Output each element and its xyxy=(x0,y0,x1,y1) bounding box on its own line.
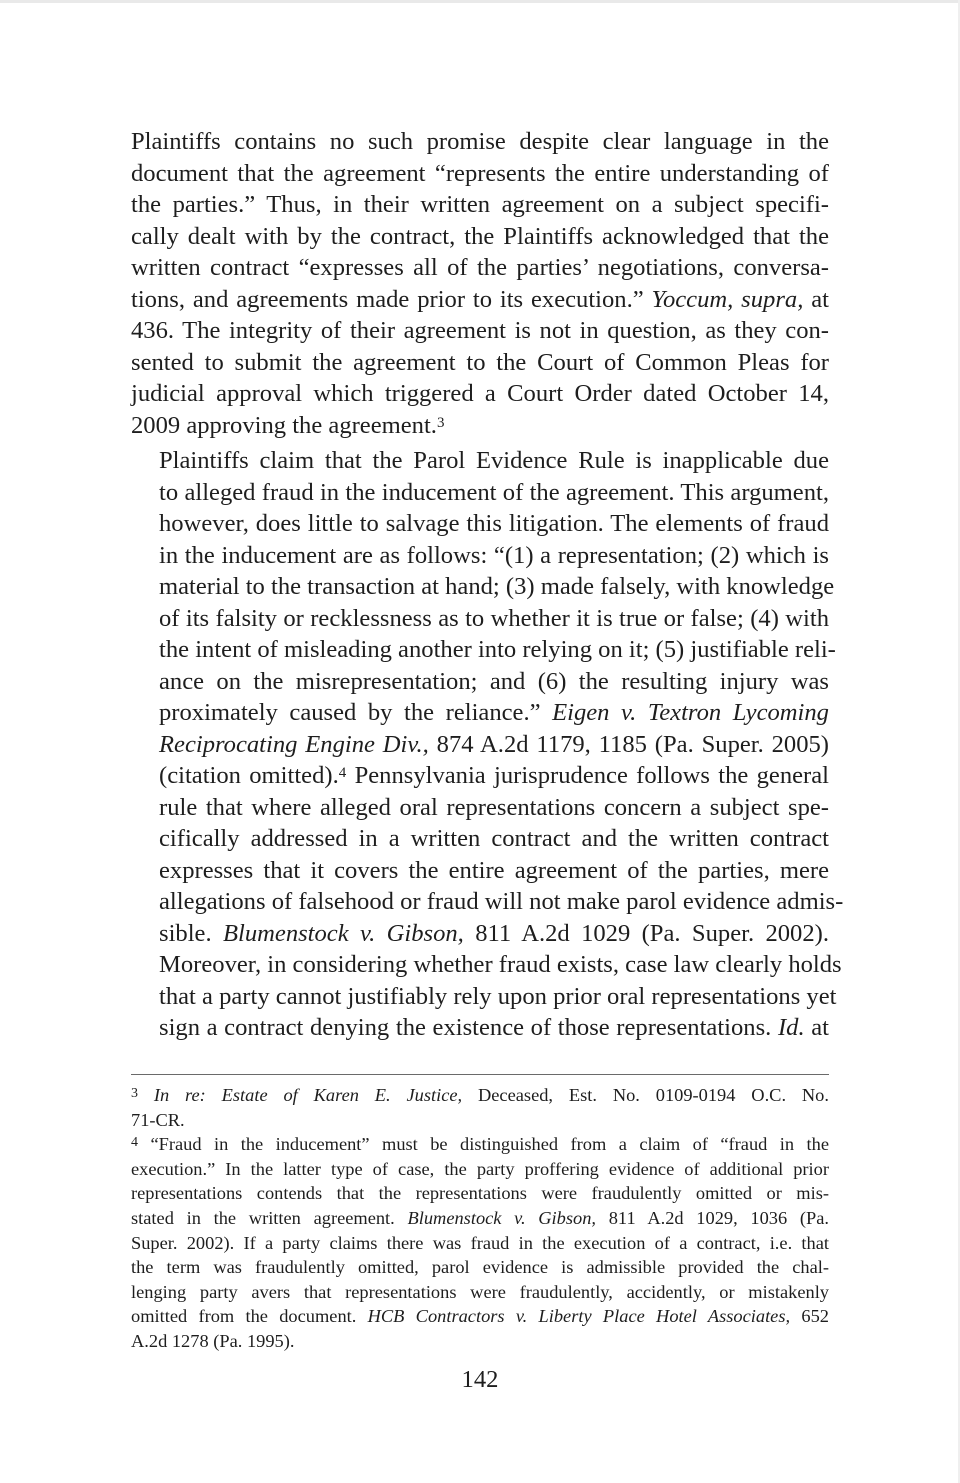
case-citation: Eigen v. Textron Lycoming xyxy=(552,699,829,726)
text-segment: 811 A.2d 1029, 1036 (Pa. xyxy=(608,1207,829,1228)
case-citation: Reciprocating Engine Div., xyxy=(159,730,429,758)
text-line: judicial approval which triggered a Court Order dated October 14, xyxy=(131,380,829,407)
text-line: 436. The integrity of their agreement is not in question, as they con- xyxy=(131,317,829,344)
footnote-line: lenging party avers that representations were fraudulently, accidently, or mistakenly xyxy=(131,1281,829,1302)
paragraph-1 xyxy=(131,126,829,441)
text-line: the parties.” Thus, in their written agreement on a subject specifi- xyxy=(131,191,829,218)
footnote-line: A.2d 1278 (Pa. 1995). xyxy=(131,1330,295,1351)
footnote-divider xyxy=(131,1074,829,1075)
text-segment: 652 xyxy=(801,1306,829,1327)
text-segment: 811 A.2d 1029 (Pa. Super. 2002). xyxy=(475,919,829,947)
text-line xyxy=(131,1012,829,1044)
footnote-line: execution.” In the latter type of case, the party proffering evidence of additional prior xyxy=(131,1158,829,1179)
page-top-edge xyxy=(0,0,960,3)
text-segment: at xyxy=(811,285,829,313)
text-line xyxy=(131,410,829,442)
footnote-4 xyxy=(131,1132,829,1353)
text-line: rule that where alleged oral representations concern a subject spe- xyxy=(159,793,829,821)
footnote-marker: 4 xyxy=(131,1135,138,1151)
text-line: material to the transaction at hand; (3) made falsely, with knowledge xyxy=(159,573,835,600)
text-segment: (citation omitted). xyxy=(159,762,339,789)
text-line: of its falsity or recklessness as to whether it is true or false; (4) with xyxy=(159,604,829,632)
text-line xyxy=(131,760,829,792)
text-segment: tions, and agreements made prior to its execution.” xyxy=(131,285,644,313)
text-line: expresses that it covers the entire agreement of the parties, mere xyxy=(159,856,829,884)
footnote-line xyxy=(131,1206,829,1231)
case-citation: HCB Contractors v. Liberty Place Hotel Associates, xyxy=(367,1306,791,1327)
text-segment: omitted from the document. xyxy=(131,1306,357,1327)
text-segment: 874 A.2d 1179, 1185 (Pa. Super. 2005) xyxy=(436,730,829,758)
text-line: however, does little to salvage this litigation. The elements of fraud xyxy=(159,510,829,537)
text-segment: sible. xyxy=(159,919,212,947)
case-citation: Yoccum, supra, xyxy=(651,285,804,313)
footnote-3 xyxy=(131,1083,829,1132)
footnotes xyxy=(131,1083,829,1354)
case-citation: In re: Estate of Karen E. Justice, xyxy=(153,1085,463,1105)
case-citation: Id. xyxy=(777,1014,805,1041)
text-line xyxy=(131,284,829,316)
text-line: Plaintiffs claim that the Parol Evidence Rule is inapplicable due xyxy=(159,447,829,474)
footnote-line xyxy=(131,1132,829,1157)
text-line: sented to submit the agreement to the Court of Common Pleas for xyxy=(131,348,829,376)
text-line: cally dealt with by the contract, the Plaintiffs acknowledged that the xyxy=(131,222,829,250)
text-line: written contract “expresses all of the parties’ negotiations, conversa- xyxy=(131,254,829,281)
footnote-line xyxy=(131,1083,829,1108)
text-segment: “Fraud in the inducement” must be distinguished from a claim of “fraud in the xyxy=(150,1134,830,1155)
text-line xyxy=(131,918,829,950)
main-text xyxy=(131,126,844,1044)
footnote-reference: 4 xyxy=(338,765,347,781)
text-line xyxy=(131,729,829,761)
text-segment: stated in the written agreement. xyxy=(131,1207,395,1228)
text-line xyxy=(131,697,829,729)
text-segment: sign a contract denying the existence of those representations. xyxy=(159,1014,772,1041)
text-line: ance on the misrepresentation; and (6) the resulting injury was xyxy=(159,667,829,695)
text-line: Plaintiffs contains no such promise despite clear language in the xyxy=(131,128,829,155)
text-line: that a party cannot justifiably rely upon prior oral representations yet xyxy=(159,982,837,1010)
footnote-line: the term was fraudulently omitted, parol evidence is admissible provided the chal- xyxy=(131,1257,829,1278)
footnote-line: Super. 2002). If a party claims there was fraud in the execution of a contract, i.e. that xyxy=(131,1232,829,1253)
text-line: to alleged fraud in the inducement of the agreement. This argument, xyxy=(159,478,829,506)
text-line: cifically addressed in a written contract and the written contract xyxy=(159,825,829,852)
footnote-reference: 3 xyxy=(436,414,445,431)
case-citation: Blumenstock v. Gibson, xyxy=(222,919,464,947)
case-citation: Blumenstock v. Gibson, xyxy=(407,1207,597,1228)
page-number: 142 xyxy=(461,1366,499,1393)
footnote-line xyxy=(131,1304,829,1329)
paragraph-2 xyxy=(131,445,844,1044)
text-line: document that the agreement “represents the entire understanding of xyxy=(131,159,829,187)
text-segment: Deceased, Est. No. 0109-0194 O.C. No. xyxy=(477,1085,829,1105)
text-line: Moreover, in considering whether fraud exists, case law clearly holds xyxy=(159,951,842,978)
footnote-line: 71-CR. xyxy=(131,1109,185,1130)
text-segment: 2009 approving the agreement. xyxy=(131,411,437,439)
footnote-marker: 3 xyxy=(131,1086,138,1101)
text-line: allegations of falsehood or fraud will not make parol evidence admis- xyxy=(159,888,844,915)
text-segment: at xyxy=(811,1014,830,1041)
text-line: in the inducement are as follows: “(1) a representation; (2) which is xyxy=(159,541,829,569)
footnote-line: representations contends that the representations were fraudulently omitted or mis- xyxy=(131,1183,829,1204)
text-line: the intent of misleading another into relying on it; (5) justifiable reli- xyxy=(159,636,836,663)
text-segment: proximately caused by the reliance.” xyxy=(159,699,541,726)
text-segment: Pennsylvania jurisprudence follows the general xyxy=(354,762,829,789)
